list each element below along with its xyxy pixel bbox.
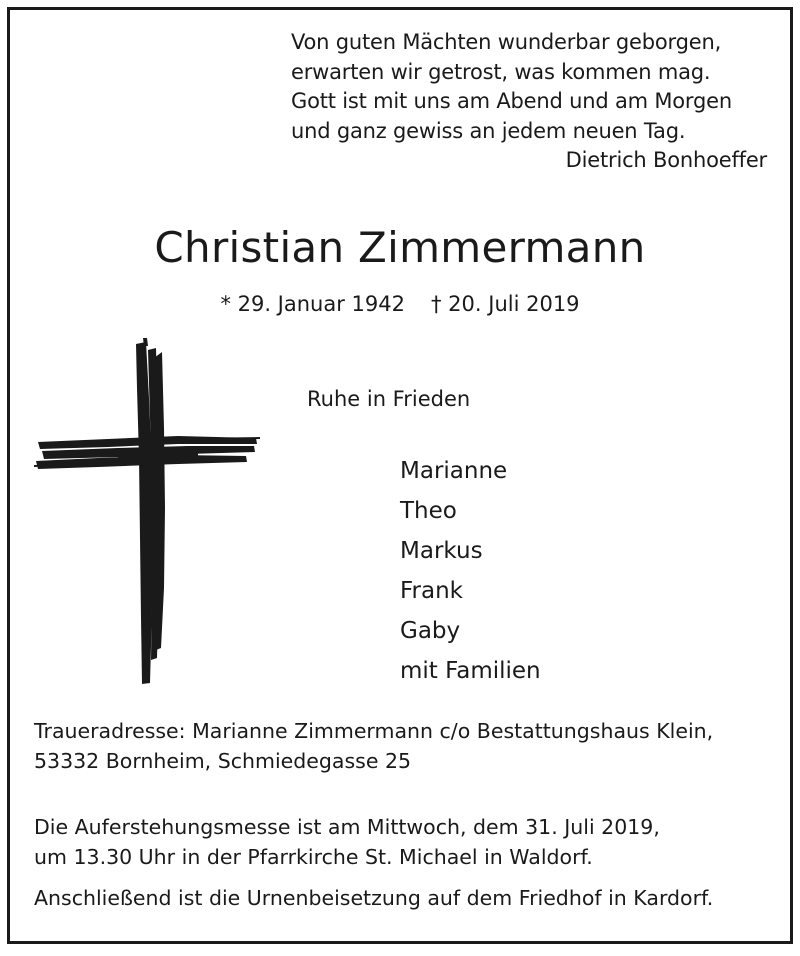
poem-line: Gott ist mit uns am Abend und am Morgen xyxy=(291,89,732,113)
service-line: um 13.30 Uhr in der Pfarrkirche St. Michael in Waldorf. xyxy=(34,845,593,869)
family-member: mit Familien xyxy=(400,658,541,684)
farewell-text: Ruhe in Frieden xyxy=(307,387,471,411)
burial-line: Anschließend ist die Urnenbeisetzung auf dem Friedhof in Kardorf. xyxy=(34,886,714,910)
mourning-address xyxy=(34,716,774,776)
family-member: Theo xyxy=(400,498,457,524)
deceased-name: Christian Zimmermann xyxy=(154,223,646,272)
poem-line: Von guten Mächten wunderbar geborgen, xyxy=(291,30,722,54)
poem-author: Dietrich Bonhoeffer xyxy=(565,148,767,172)
poem-line: erwarten wir getrost, was kommen mag. xyxy=(291,59,711,84)
family-member: Frank xyxy=(400,578,464,604)
family-list xyxy=(400,451,541,691)
service-info xyxy=(34,812,774,872)
poem-line: und ganz gewiss an jedem neuen Tag. xyxy=(291,118,686,143)
burial-info xyxy=(34,883,774,913)
poem-quote xyxy=(291,28,769,176)
service-line: Die Auferstehungsmesse ist am Mittwoch, dem 31. Juli 2019, xyxy=(34,815,660,839)
address-line: Traueradresse: Marianne Zimmermann c/o Bestattungshaus Klein, xyxy=(34,719,714,743)
family-member: Markus xyxy=(400,538,483,564)
life-dates xyxy=(0,289,800,319)
address-line: 53332 Bornheim, Schmiedegasse 25 xyxy=(34,749,412,773)
death-date: † 20. Juli 2019 xyxy=(431,292,580,316)
family-member: Gaby xyxy=(400,618,461,644)
birth-date: * 29. Januar 1942 xyxy=(220,292,405,316)
family-member: Marianne xyxy=(400,458,508,484)
brush-stroke-cross-icon xyxy=(28,338,268,690)
